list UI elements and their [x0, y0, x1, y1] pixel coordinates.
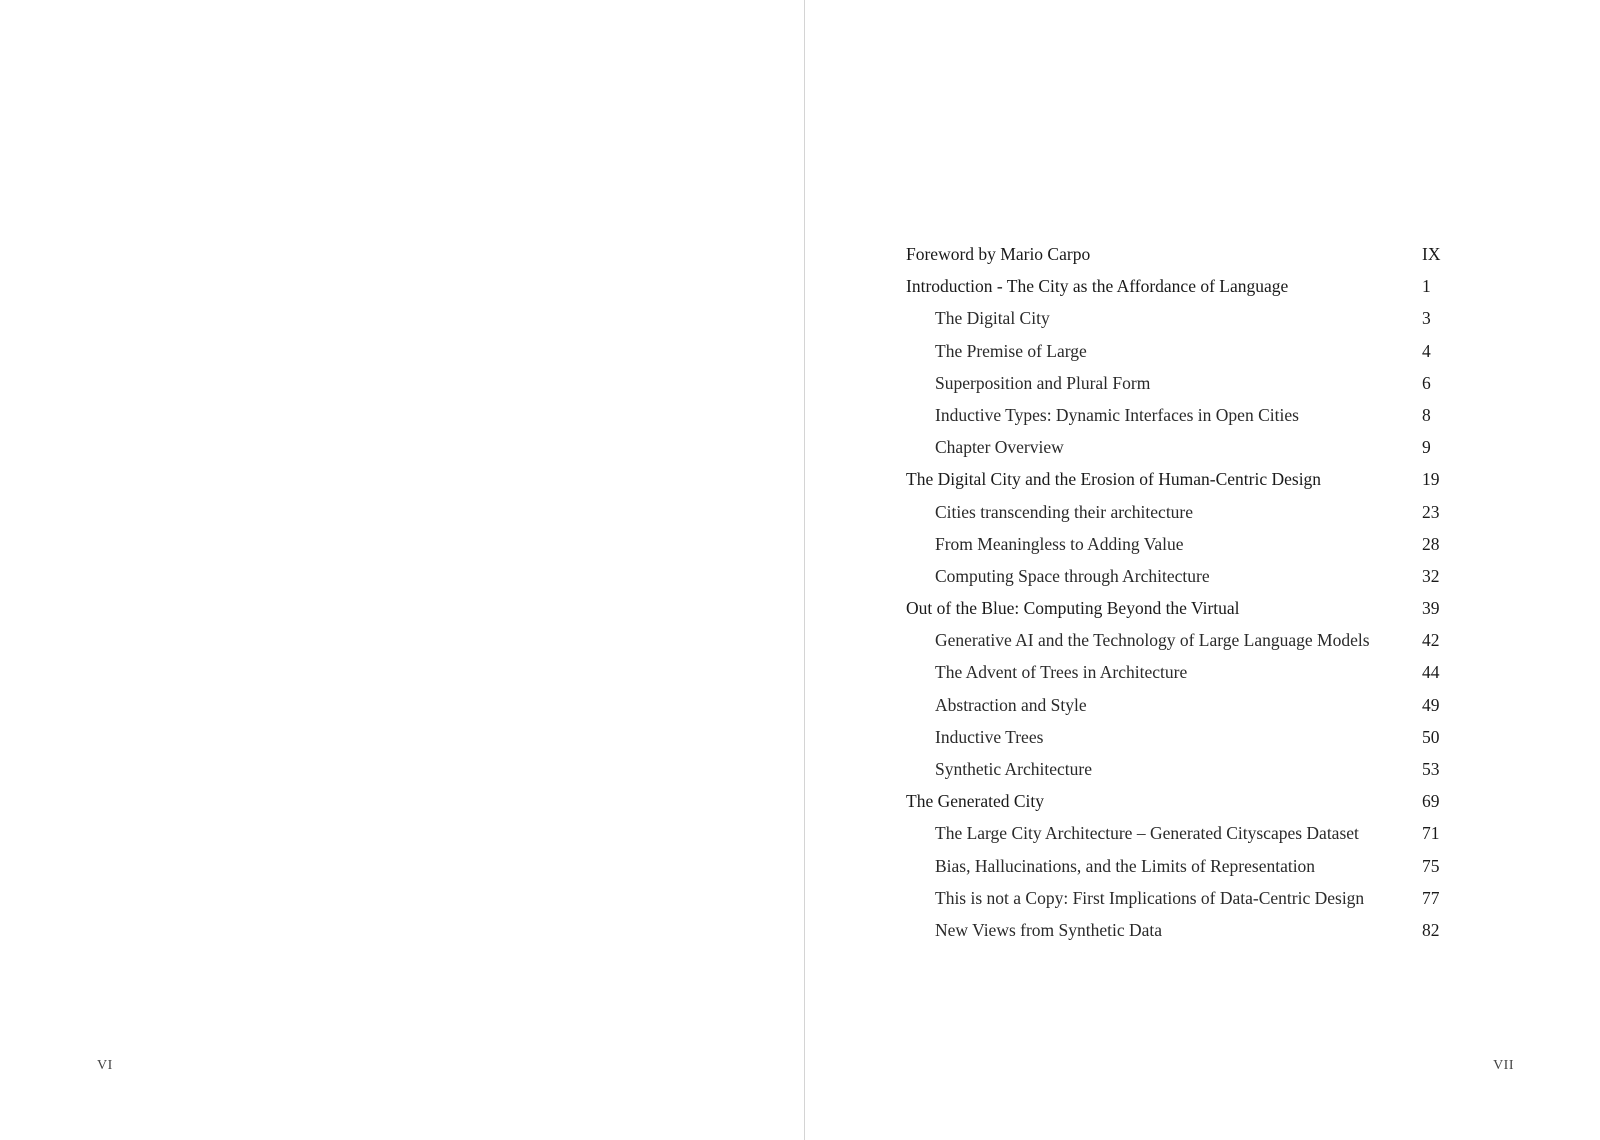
toc-entry-page-number: 39	[1422, 598, 1440, 619]
toc-entry-title: This is not a Copy: First Implications of Data-Centric Design	[935, 887, 1365, 908]
toc-section-entry[interactable]	[906, 850, 1444, 882]
toc-section-entry[interactable]	[906, 399, 1444, 431]
toc-entry-page-number: 42	[1422, 630, 1440, 651]
toc-entry-page-number: 3	[1422, 308, 1431, 329]
toc-entry-title: Cities transcending their architecture	[935, 501, 1194, 522]
toc-chapter-entry[interactable]	[906, 270, 1444, 302]
toc-entry-page-number: 69	[1422, 791, 1440, 812]
toc-entry-page-number: 6	[1422, 372, 1431, 393]
toc-section-entry[interactable]	[906, 302, 1444, 334]
toc-entry-page-number: IX	[1422, 244, 1441, 264]
toc-entry-page-number: 8	[1422, 404, 1431, 425]
toc-entry-title: Synthetic Architecture	[935, 759, 1092, 779]
toc-entry-page-number: 19	[1422, 469, 1440, 490]
toc-entry-title: Out of the Blue: Computing Beyond the Virtual	[906, 598, 1240, 619]
toc-entry-title: The Digital City	[935, 308, 1050, 329]
toc-chapter-entry[interactable]	[906, 463, 1444, 495]
toc-section-entry[interactable]	[906, 882, 1444, 914]
toc-section-entry[interactable]	[906, 624, 1444, 656]
toc-entry-page-number: 23	[1422, 501, 1440, 522]
toc-entry-page-number: 9	[1422, 437, 1431, 458]
toc-entry-page-number: 49	[1422, 694, 1440, 715]
toc-section-entry[interactable]	[906, 528, 1444, 560]
toc-section-entry[interactable]	[906, 689, 1444, 721]
toc-entry-title: From Meaningless to Adding Value	[935, 533, 1184, 554]
toc-entry-title: New Views from Synthetic Data	[935, 919, 1163, 940]
left-page-folio: VI	[97, 1058, 113, 1073]
toc-entry-page-number: 28	[1422, 533, 1440, 554]
toc-section-entry[interactable]	[906, 367, 1444, 399]
toc-entry-title: Chapter Overview	[935, 437, 1064, 458]
toc-section-entry[interactable]	[906, 914, 1444, 946]
toc-entry-title: Bias, Hallucinations, and the Limits of Representation	[935, 855, 1316, 876]
table-of-contents	[906, 238, 1444, 946]
toc-entry-page-number: 53	[1422, 759, 1440, 779]
toc-section-entry[interactable]	[906, 753, 1444, 785]
toc-entry-title: The Generated City	[906, 791, 1045, 812]
toc-chapter-entry[interactable]	[906, 592, 1444, 624]
toc-section-entry[interactable]	[906, 496, 1444, 528]
toc-entry-page-number: 82	[1422, 919, 1440, 940]
toc-entry-title: Superposition and Plural Form	[935, 372, 1151, 393]
toc-entry-page-number: 4	[1422, 340, 1431, 361]
toc-section-entry[interactable]	[906, 335, 1444, 367]
toc-chapter-entry[interactable]	[906, 238, 1444, 270]
toc-entry-title: Computing Space through Architecture	[935, 565, 1210, 586]
toc-entry-title: The Premise of Large	[935, 340, 1087, 361]
toc-chapter-entry[interactable]	[906, 785, 1444, 817]
toc-entry-page-number: 32	[1422, 565, 1440, 586]
toc-entry-title: Inductive Trees	[935, 726, 1044, 747]
toc-section-entry[interactable]	[906, 560, 1444, 592]
toc-entry-page-number: 71	[1422, 823, 1440, 844]
right-page-folio: VII	[1493, 1058, 1514, 1073]
toc-section-entry[interactable]	[906, 431, 1444, 463]
toc-section-entry[interactable]	[906, 721, 1444, 753]
toc-entry-title: The Advent of Trees in Architecture	[935, 662, 1188, 683]
toc-entry-title: Generative AI and the Technology of Large Language Models	[935, 630, 1370, 651]
toc-section-entry[interactable]	[906, 817, 1444, 849]
toc-section-entry[interactable]	[906, 656, 1444, 688]
toc-entry-title: Introduction - The City as the Affordance of Language	[906, 276, 1289, 297]
toc-entry-page-number: 77	[1422, 887, 1440, 908]
toc-entry-title: Abstraction and Style	[935, 694, 1087, 715]
toc-entry-page-number: 75	[1422, 855, 1440, 876]
toc-entry-page-number: 1	[1422, 276, 1431, 297]
toc-entry-title: The Digital City and the Erosion of Human-Centric Design	[906, 469, 1322, 490]
toc-entry-title: The Large City Architecture – Generated Cityscapes Dataset	[935, 823, 1359, 844]
toc-entry-title: Foreword by Mario Carpo	[906, 244, 1091, 264]
toc-entry-page-number: 44	[1422, 662, 1440, 683]
toc-entry-title: Inductive Types: Dynamic Interfaces in Open Cities	[935, 404, 1299, 425]
toc-entry-page-number: 50	[1422, 726, 1440, 747]
